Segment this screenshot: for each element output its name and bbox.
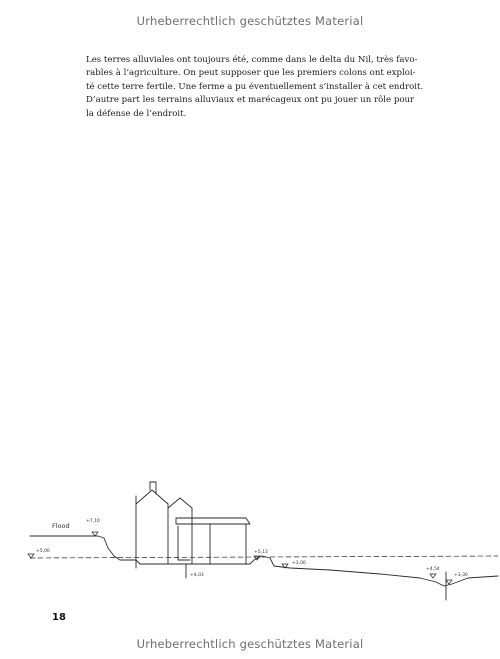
sketch-label-right-1: +3,00 — [292, 561, 306, 566]
paragraph-line: té cette terre fertile. Une ferme a pu éventuellement s’installer à cet endroit. — [86, 81, 424, 92]
level-marker-flood — [92, 532, 98, 536]
sketch-label-flood: Flood — [52, 522, 70, 530]
level-marker-left — [28, 554, 34, 558]
house-middle-roof — [168, 498, 192, 508]
section-sketch — [0, 460, 500, 610]
sketch-label-right-2: +4,54 — [426, 567, 440, 572]
sketch-label-mid-level: +5,13 — [254, 550, 268, 555]
sketch-label-flood-level: +7,10 — [86, 519, 100, 524]
paragraph-line: rables à l’agriculture. On peut supposer que les premiers colons ont exploi- — [86, 68, 416, 79]
paragraph-line: la défense de l’endroit. — [86, 108, 187, 119]
body-paragraph — [86, 54, 424, 121]
copyright-watermark-top: Urheberrechtlich geschütztes Material — [136, 14, 364, 28]
copyright-watermark-bottom: Urheberrechtlich geschütztes Material — [136, 637, 364, 651]
terrain-profile — [30, 536, 498, 586]
sketch-label-right-3: +3,30 — [454, 573, 468, 578]
sketch-label-under-level: +4,03 — [190, 573, 204, 578]
page-number: 18 — [52, 612, 66, 623]
house-left-roof — [136, 490, 168, 504]
sketch-label-water-left: +5,00 — [36, 549, 50, 554]
paragraph-line: Les terres alluviales ont toujours été, comme dans le delta du Nil, très favo- — [86, 55, 418, 65]
house-door — [178, 526, 190, 560]
paragraph-line: D’autre part les terrains alluviaux et marécageux ont pu jouer un rôle pour — [86, 95, 415, 106]
level-marker-right2 — [430, 574, 436, 578]
level-marker-right3 — [446, 580, 452, 584]
house-right-roof — [176, 518, 250, 524]
